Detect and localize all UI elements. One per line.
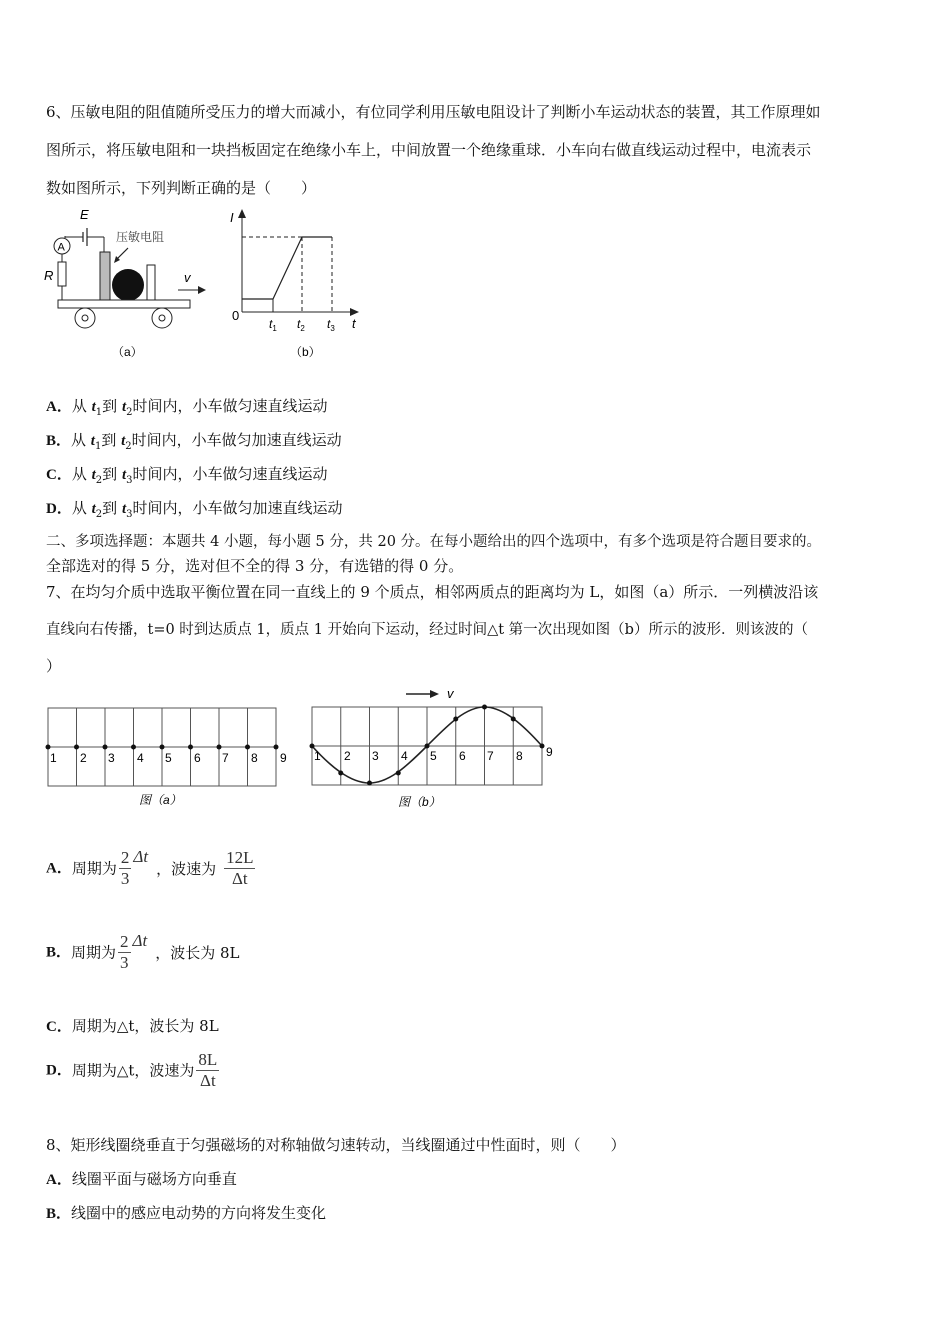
arrow-right-icon (430, 690, 439, 698)
pressure-resistor-icon (100, 252, 110, 300)
tick-t1: $t_1$ (269, 317, 277, 333)
section2-line1: 二、多项选择题：本题共 4 小题，每小题 5 分，共 20 分。在每小题给出的四个选项中，有多个选项是符合题目要求的。 (46, 534, 822, 550)
axis-arrow-up-icon (238, 209, 246, 218)
point-label: 8 (251, 751, 258, 765)
cart-body (58, 300, 190, 308)
point-label: 2 (80, 751, 87, 765)
q7-stem-line1: 7、在均匀介质中选取平衡位置在同一直线上的 9 个质点，相邻两质点的距离均为 L，如图（a）所示．一列横波沿该 (46, 583, 819, 601)
heavy-ball-icon (112, 269, 144, 301)
point-label: 5 (165, 751, 172, 765)
point-label: 6 (194, 751, 201, 765)
q6-option-c[interactable]: C．从 $t_2$到 $t_3$时间内，小车做匀速直线运动 (46, 465, 328, 486)
resistor-icon (58, 262, 66, 286)
caption-7a: 图（a） (139, 793, 182, 807)
current-curve (242, 237, 332, 299)
q8-stem-line1: 8、矩形线圈绕垂直于匀强磁场的对称轴做匀速转动，当线圈通过中性面时，则（ ） (46, 1136, 626, 1154)
label-v: v (447, 686, 454, 701)
point-label: 6 (459, 749, 466, 763)
caption-7b: 图（b） (398, 795, 441, 809)
point-label: 1 (314, 749, 321, 763)
point-label: 4 (401, 749, 408, 763)
q7-figure-a (44, 700, 294, 815)
point-label: 9 (546, 745, 553, 759)
q6-option-d[interactable]: D．从 $t_2$到 $t_3$时间内，小车做匀加速直线运动 (46, 499, 343, 520)
point-label: 2 (344, 749, 351, 763)
label-v: v (184, 270, 191, 285)
label-A: A (57, 241, 65, 254)
q8-option-a[interactable]: A．线圈平面与磁场方向垂直 (46, 1170, 237, 1188)
point-label: 7 (222, 751, 229, 765)
label-E: E (80, 207, 89, 222)
q7-option-d[interactable]: D．周期为△t，波速为 $\frac{8L}{\Delta t}$ (46, 1050, 218, 1090)
q7-stem-line2: 直线向右传播，t=0 时到达质点 1，质点 1 开始向下运动，经过时间△t 第一次出现如图（b）所示的波形．则该波的（ (46, 622, 808, 638)
q7-stem-line3: ） (46, 657, 62, 675)
q6-option-a[interactable]: A．从 $t_1$到 $t_2$时间内，小车做匀速直线运动 (46, 397, 328, 418)
q6-stem-line1: 6、压敏电阻的阻值随所受压力的增大而减小，有位同学利用压敏电阻设计了判断小车运动状态的装置，其工作原理如 (46, 103, 821, 121)
point-label: 8 (516, 749, 523, 763)
q7-option-b[interactable]: B．周期为 $\frac{2}{3}$ Δt，波长为 8L (46, 930, 240, 972)
axis-label-t: t (352, 316, 356, 331)
point-label: 3 (372, 749, 379, 763)
tick-t2: $t_2$ (297, 317, 305, 333)
label-pressure-resistor: 压敏电阻 (116, 230, 165, 244)
tick-t3: $t_3$ (327, 317, 335, 333)
q8-option-b[interactable]: B．线圈中的感应电动势的方向将发生变化 (46, 1204, 327, 1222)
point-label: 4 (137, 751, 144, 765)
point-label: 9 (280, 751, 287, 765)
label-R: R (44, 268, 54, 283)
axis-arrow-right-icon (350, 308, 359, 316)
q7-figure-b (306, 680, 566, 815)
q6-option-b[interactable]: B．从 $t_1$到 $t_2$时间内，小车做匀加速直线运动 (46, 431, 342, 452)
q7-option-a[interactable]: A．周期为 $\frac{2}{3}$ Δt，波速为 $\frac{12L}{\Delta t}$ (46, 846, 254, 888)
q6-stem-line3: 数如图所示，下列判断正确的是（ ） (46, 179, 317, 197)
label-I: I (230, 210, 234, 225)
point-label: 7 (487, 749, 494, 763)
arrow-right-icon (198, 286, 206, 294)
caption-a: （a） (112, 345, 143, 359)
point-label: 3 (108, 751, 115, 765)
point-label: 1 (50, 751, 57, 765)
q7-option-c[interactable]: C．周期为△t，波长为 8L (46, 1017, 219, 1035)
label-origin: 0 (232, 308, 240, 323)
q6-figure-a (40, 200, 215, 365)
q6-figure-b (225, 200, 365, 365)
section2-line2: 全部选对的得 5 分，选对但不全的得 3 分，有选错的得 0 分。 (46, 557, 464, 575)
baffle-icon (147, 265, 155, 300)
q6-stem-line2: 图所示，将压敏电阻和一块挡板固定在绝缘小车上，中间放置一个绝缘重球．小车向右做直线运动过程中，电流表示 (46, 141, 812, 159)
caption-b: （b） (290, 345, 321, 359)
point-label: 5 (430, 749, 437, 763)
